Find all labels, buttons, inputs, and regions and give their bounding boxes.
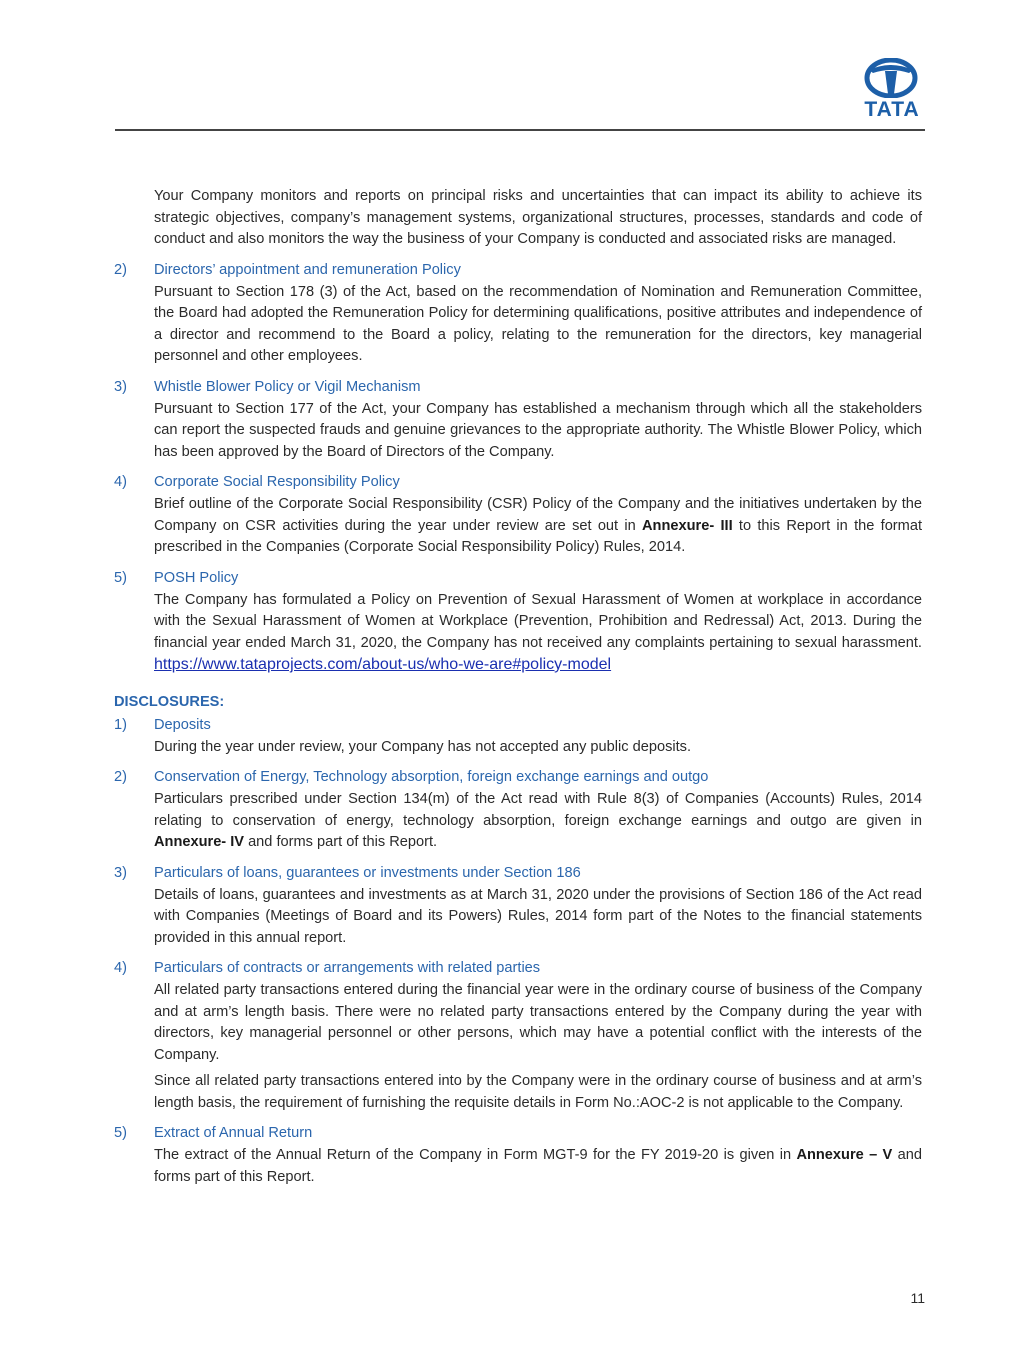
intro-paragraph: Your Company monitors and reports on principal risks and uncertainties that can impact its ability to achieve its strategic objectives, company’s management systems, organizational structures, processes, standards and code of conduct and also monitors the way the business of your Company is conducted and associated risks are managed. — [154, 188, 922, 247]
annexure-reference: Annexure- IV — [154, 834, 245, 850]
policy-item — [114, 568, 922, 677]
item-number: 5) — [114, 569, 127, 586]
item-title: Corporate Social Responsibility Policy — [154, 474, 400, 490]
logo-wordmark: TATA — [864, 98, 920, 121]
item-text: Pursuant to Section 178 (3) of the Act, based on the recommendation of Nomination and Remuneration Committee, the Board had adopted the Remuneration Policy for determining qualifications, positive attributes and independence of a director and recommend to the Board a policy, relating to the remuneration for the directors, key managerial personnel and other employees. — [154, 283, 922, 364]
item-title: Particulars of contracts or arrangements with related parties — [154, 960, 541, 976]
item-title: POSH Policy — [154, 569, 239, 586]
item-number: 2) — [114, 261, 127, 278]
item-text — [114, 494, 922, 559]
text-segment: The Company has formulated a Policy on Prevention of Sexual Harassment of Women at workplace in accordance with the Sexual Harassment of Women at Workplace (Prevention, Prohibition and Redressal) Act, 2013. During the financial year ended March 31, 2020, the Company has not received any complaints pertaining to sexual harassment. — [154, 591, 922, 651]
text-segment: Brief outline of the Corporate Social Responsibility (CSR) Policy of the Company and the initiatives undertaken by the Company on CSR activities during the year under review are set out in — [154, 496, 922, 534]
policy-item — [114, 260, 922, 368]
policy-item — [114, 472, 922, 559]
text-segment: and forms part of this Report. — [154, 1147, 922, 1185]
item-number: 4) — [114, 960, 127, 976]
item-title: Directors’ appointment and remuneration Policy — [154, 261, 461, 278]
item-title: Particulars of loans, guarantees or investments under Section 186 — [154, 864, 581, 881]
item-text: Pursuant to Section 177 of the Act, your Company has established a mechanism through which all the stakeholders can report the suspected frauds and genuine grievances to the appropriate authority. The Whistle Blower Policy, which has been approved by the Board of Directors of the Company. — [154, 400, 922, 460]
text-segment: to this Report in the format prescribed in the Companies (Corporate Social Responsibility Policy) Rules, 2014. — [154, 517, 922, 555]
item-number: 2) — [114, 769, 127, 785]
item-text: During the year under review, your Company has not accepted any public deposits. — [154, 738, 692, 755]
tata-emblem-icon — [855, 58, 927, 98]
disclosure-item — [114, 863, 922, 950]
policy-item — [114, 377, 922, 464]
item-text — [114, 590, 922, 677]
item-title: Whistle Blower Policy or Vigil Mechanism — [154, 378, 421, 395]
item-title: Conservation of Energy, Technology absorption, foreign exchange earnings and outgo — [154, 769, 709, 785]
disclosure-item — [114, 958, 922, 1114]
page-number: 11 — [910, 1290, 925, 1306]
item-text: Details of loans, guarantees and investments as at March 31, 2020 under the provisions of Section 186 of the Act read with Companies (Meetings of Board and its Powers) Rules, 2014 form part of the Notes to the financial statements provided in this annual report. — [154, 886, 922, 946]
item-text — [114, 789, 922, 854]
text-segment: and forms part of this Report. — [244, 834, 438, 850]
section-heading: DISCLOSURES: — [114, 693, 225, 710]
item-text-continued: Since all related party transactions entered into by the Company were in the ordinary course of business and at arm’s length basis, the requirement of furnishing the requisite details in Form No.:AOC-2 is not applicable to the Company. — [154, 1073, 922, 1111]
item-text: All related party transactions entered during the financial year were in the ordinary course of business of the Company and at arm’s length basis. There were no related party transactions entered by the Company during the year with directors, key managerial personnel or other persons, which may have a potential conflict with the interests of the Company. — [154, 982, 922, 1063]
item-text — [114, 1145, 922, 1188]
disclosure-item — [114, 715, 922, 759]
item-number: 3) — [114, 378, 127, 395]
annexure-reference: Annexure- III — [642, 517, 733, 534]
item-number: 5) — [114, 1125, 127, 1141]
item-title: Extract of Annual Return — [154, 1125, 313, 1141]
page-content — [114, 186, 922, 1188]
item-number: 4) — [114, 474, 127, 490]
item-title: Deposits — [154, 716, 211, 733]
annexure-reference: Annexure – V — [796, 1147, 893, 1163]
tata-logo — [855, 58, 927, 120]
policy-link[interactable]: https://www.tataprojects.com/about-us/who-we-are#policy-model — [154, 656, 612, 673]
item-number: 1) — [114, 716, 127, 733]
text-segment: Particulars prescribed under Section 134(m) of the Act read with Rule 8(3) of Companies (Accounts) Rules, 2014 relating to conservation of energy, technology absorption, foreign exchange earnings and outgo are given in — [154, 791, 922, 829]
text-segment: The extract of the Annual Return of the Company in Form MGT-9 for the FY 2019-20 is given in — [154, 1147, 797, 1163]
item-number: 3) — [114, 864, 127, 881]
disclosure-item — [114, 1123, 922, 1188]
disclosure-item — [114, 767, 922, 854]
header-rule — [115, 129, 925, 131]
